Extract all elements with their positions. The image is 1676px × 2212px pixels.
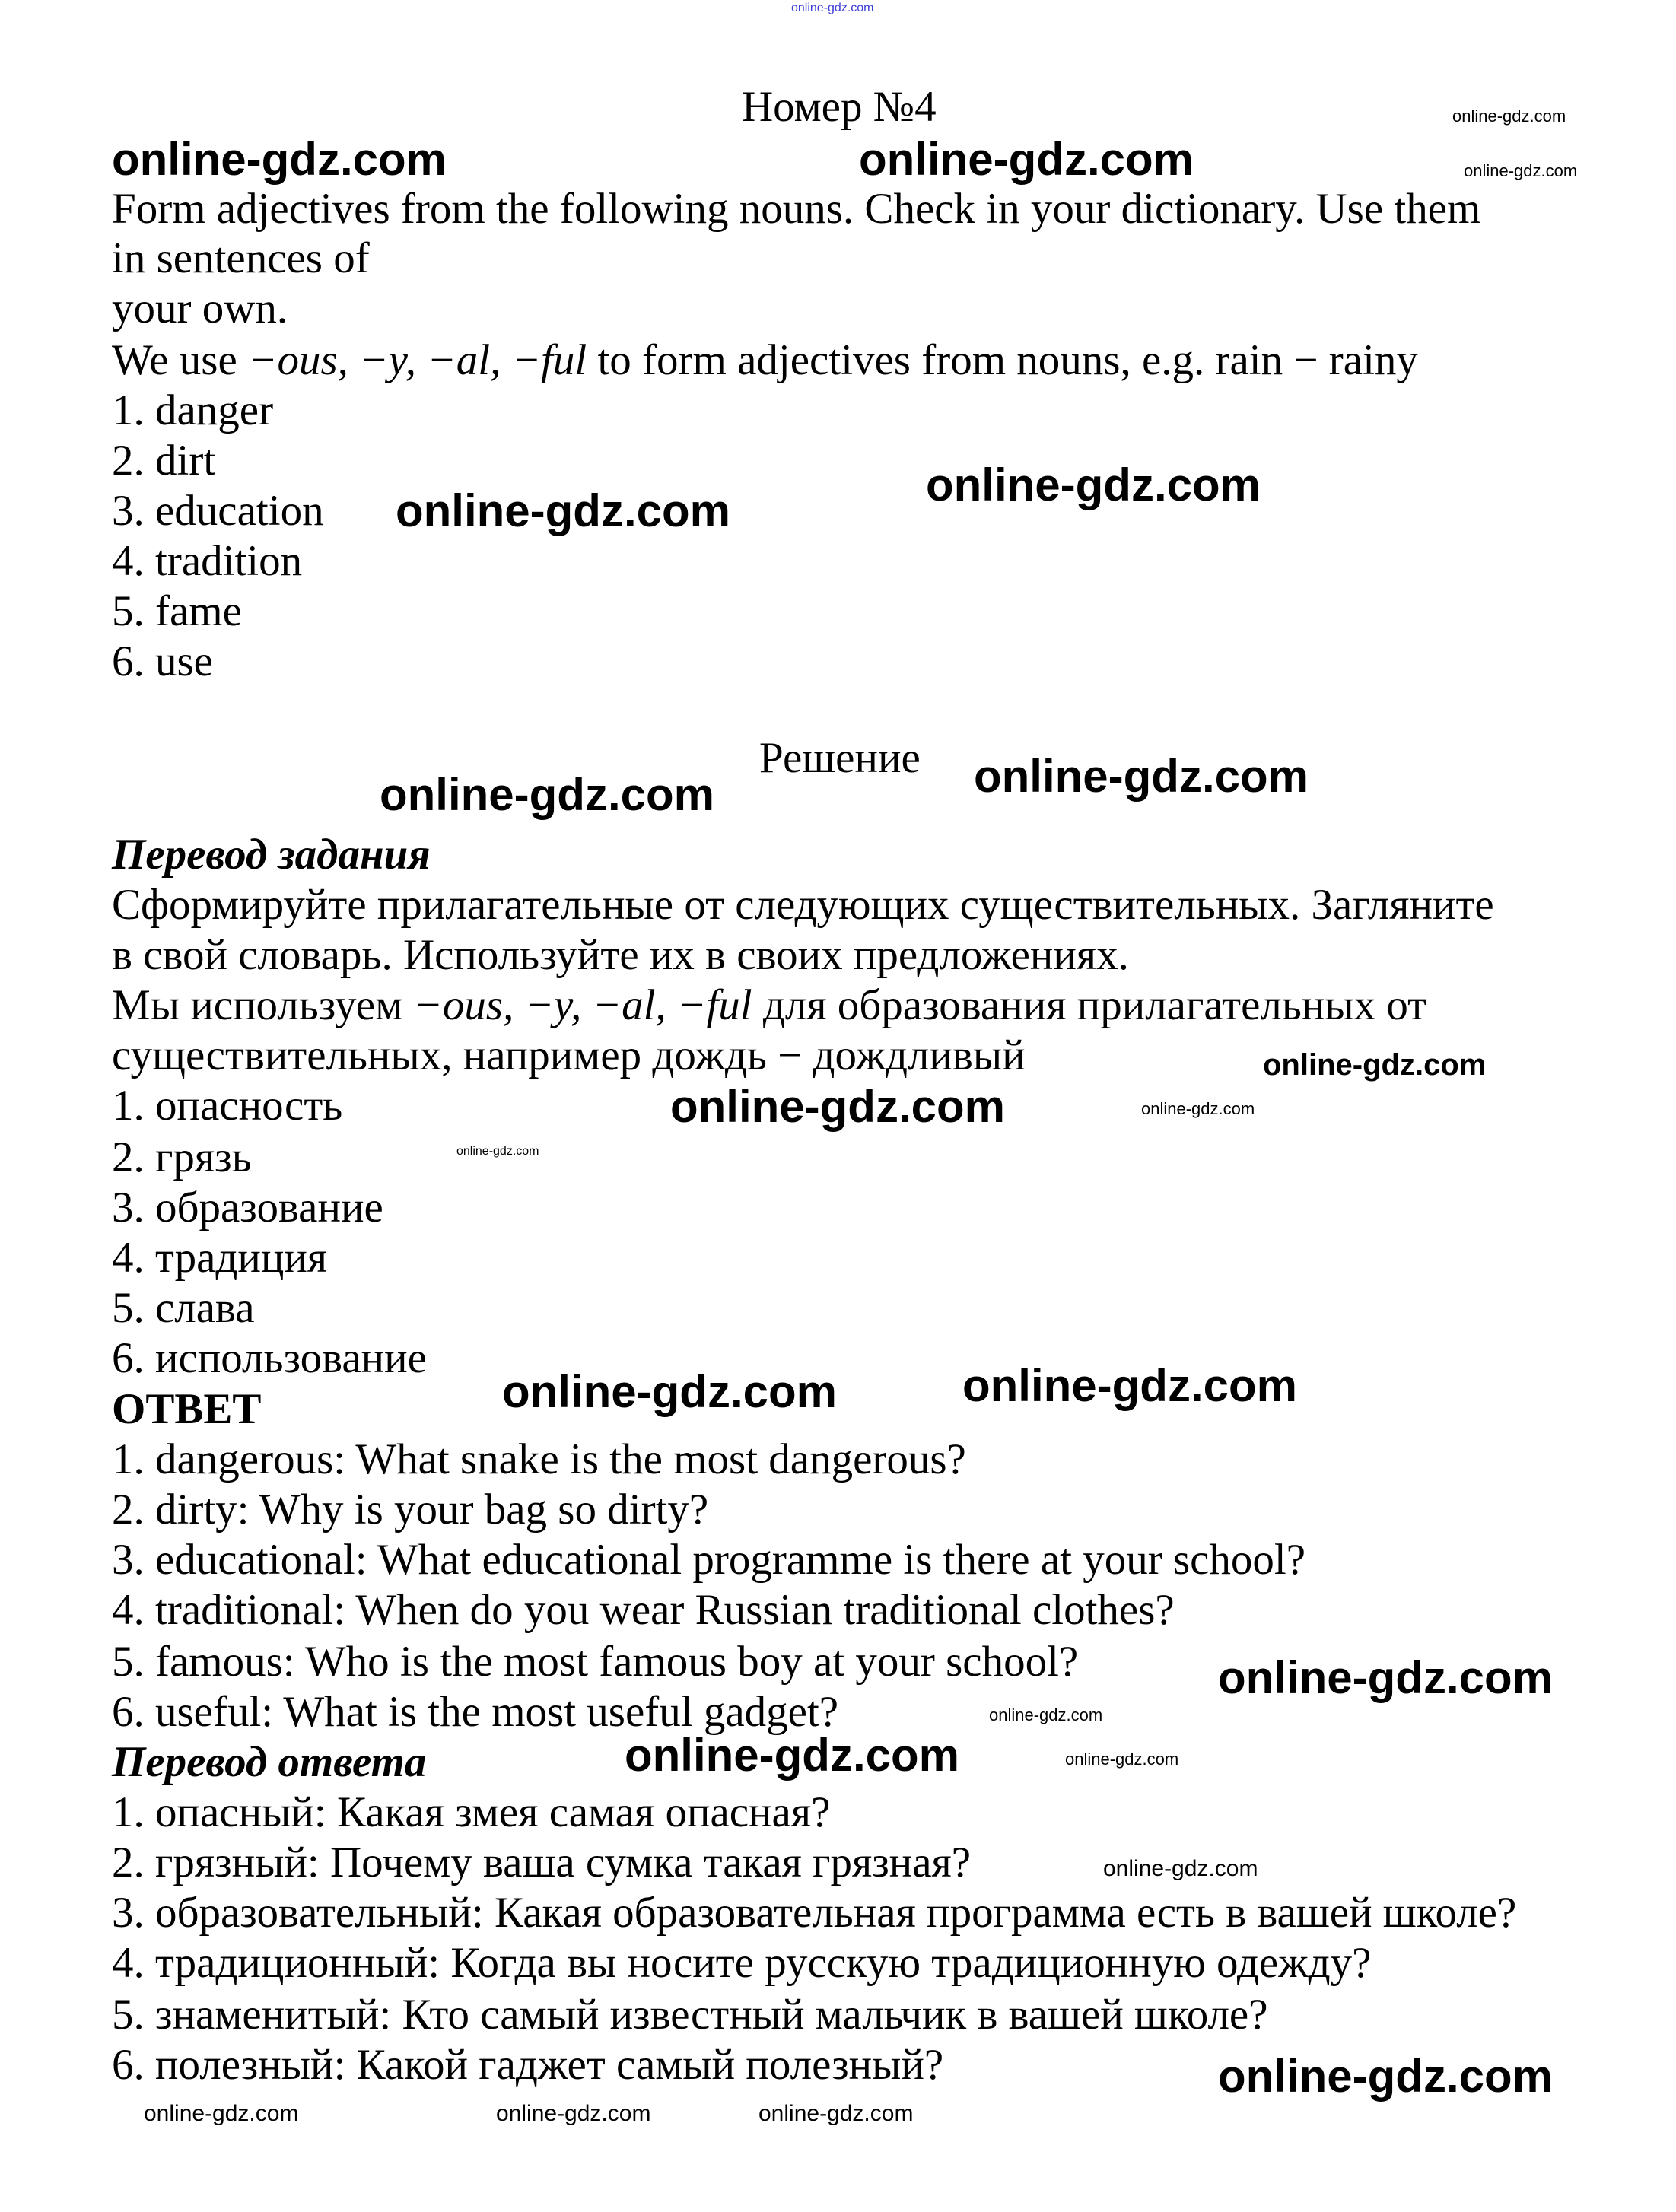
answer-item: 3. educational: What educational programme is there at your school? bbox=[112, 1536, 1306, 1584]
watermark: online-gdz.com bbox=[974, 751, 1309, 802]
watermark: online-gdz.com bbox=[502, 1366, 837, 1417]
task-line: Form adjectives from the following nouns. Check in your dictionary. Use them bbox=[112, 185, 1481, 233]
answer-item: 2. грязный: Почему ваша сумка такая грязная? bbox=[112, 1839, 972, 1886]
watermark: online-gdz.com bbox=[1218, 1652, 1553, 1703]
watermark: online-gdz.com bbox=[1065, 1750, 1179, 1769]
answer-item: 2. dirty: Why is your bag so dirty? bbox=[112, 1486, 709, 1533]
list-item: 6. use bbox=[112, 637, 213, 685]
list-item: 4. традиция bbox=[112, 1234, 328, 1282]
suffixes: −ous, −y, −al, −ful bbox=[413, 981, 752, 1029]
list-item: 2. dirt bbox=[112, 437, 216, 485]
list-item: 4. tradition bbox=[112, 537, 303, 585]
section-heading: Перевод ответа bbox=[112, 1738, 427, 1786]
list-item: 3. образование bbox=[112, 1184, 383, 1232]
translation-line: Сформируйте прилагательные от следующих существительных. Загляните bbox=[112, 881, 1494, 929]
watermark: online-gdz.com bbox=[791, 2, 874, 14]
watermark: online-gdz.com bbox=[1103, 1856, 1258, 1881]
watermark: online-gdz.com bbox=[670, 1081, 1005, 1132]
watermark: online-gdz.com bbox=[1263, 1048, 1487, 1082]
task-rule bbox=[112, 335, 1418, 386]
answer-item: 1. опасный: Какая змея самая опасная? bbox=[112, 1788, 831, 1836]
answer-item: 3. образовательный: Какая образовательная программа есть в вашей школе? bbox=[112, 1889, 1517, 1937]
watermark: online-gdz.com bbox=[144, 2101, 299, 2126]
text: Мы используем bbox=[112, 981, 414, 1029]
watermark: online-gdz.com bbox=[625, 1730, 959, 1781]
list-item: 1. опасность bbox=[112, 1082, 343, 1130]
text: to form adjectives from nouns, e.g. rain − rainy bbox=[587, 336, 1418, 384]
watermark: online-gdz.com bbox=[859, 134, 1194, 185]
task-line: your own. bbox=[112, 284, 288, 332]
watermark: online-gdz.com bbox=[456, 1145, 539, 1158]
list-item: 5. fame bbox=[112, 587, 242, 635]
watermark: online-gdz.com bbox=[1464, 161, 1578, 180]
solution-title: Решение bbox=[759, 734, 921, 782]
watermark: online-gdz.com bbox=[962, 1360, 1297, 1411]
list-item: 5. слава bbox=[112, 1284, 255, 1332]
answer-item: 5. знаменитый: Кто самый известный мальчик в вашей школе? bbox=[112, 1991, 1268, 2039]
list-item: 2. грязь bbox=[112, 1133, 252, 1181]
text: для образования прилагательных от bbox=[752, 981, 1427, 1029]
watermark: online-gdz.com bbox=[1141, 1099, 1255, 1118]
watermark: online-gdz.com bbox=[1218, 2051, 1553, 2102]
list-item: 3. education bbox=[112, 487, 324, 535]
answer-item: 4. traditional: When do you wear Russian traditional clothes? bbox=[112, 1586, 1175, 1634]
watermark: online-gdz.com bbox=[758, 2101, 914, 2126]
translation-rule bbox=[112, 980, 1426, 1031]
watermark: online-gdz.com bbox=[112, 134, 447, 185]
watermark: online-gdz.com bbox=[496, 2101, 651, 2126]
list-item: 6. использование bbox=[112, 1334, 427, 1382]
list-item: 1. danger bbox=[112, 386, 274, 434]
watermark: online-gdz.com bbox=[1452, 106, 1566, 126]
watermark: online-gdz.com bbox=[380, 769, 714, 820]
translation-line: существительных, например дождь − дождливый bbox=[112, 1031, 1026, 1079]
answer-item: 5. famous: Who is the most famous boy at your school? bbox=[112, 1638, 1079, 1686]
page-title: Номер №4 bbox=[742, 83, 937, 131]
section-heading: Перевод задания bbox=[112, 831, 431, 879]
watermark: online-gdz.com bbox=[989, 1705, 1103, 1724]
translation-line: в свой словарь. Используйте их в своих предложениях. bbox=[112, 931, 1129, 979]
suffixes: −ous, −y, −al, −ful bbox=[248, 336, 587, 384]
answer-item: 6. полезный: Какой гаджет самый полезный? bbox=[112, 2041, 944, 2089]
answer-item: 6. useful: What is the most useful gadget? bbox=[112, 1688, 839, 1736]
answer-item: 1. dangerous: What snake is the most dangerous? bbox=[112, 1435, 966, 1483]
section-heading: ОТВЕТ bbox=[112, 1385, 262, 1433]
answer-item: 4. традиционный: Когда вы носите русскую традиционную одежду? bbox=[112, 1939, 1372, 1987]
text: We use bbox=[112, 336, 249, 384]
watermark: online-gdz.com bbox=[926, 459, 1261, 510]
watermark: online-gdz.com bbox=[396, 485, 730, 536]
task-line: in sentences of bbox=[112, 234, 370, 282]
